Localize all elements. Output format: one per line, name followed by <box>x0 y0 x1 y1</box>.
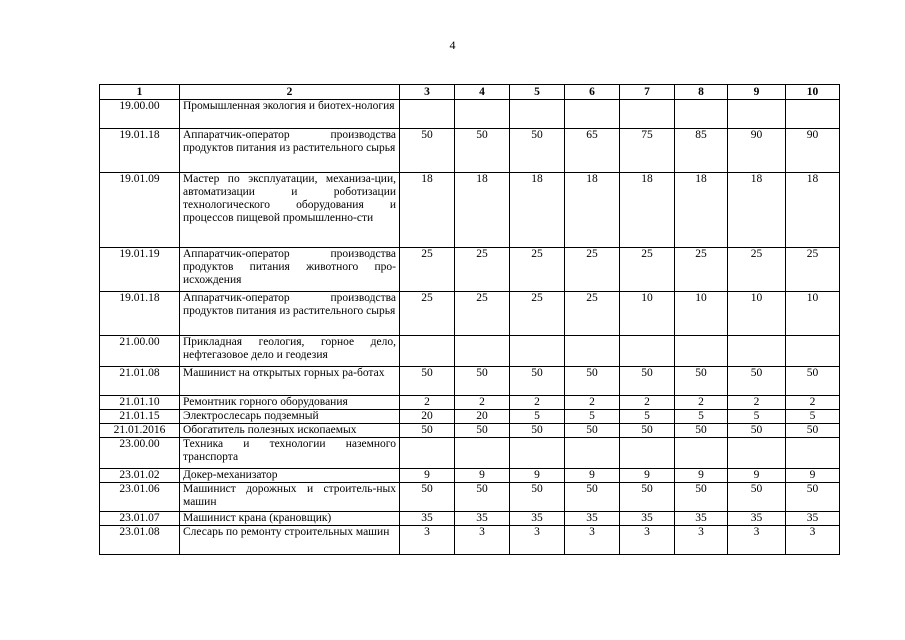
table-row <box>100 512 840 526</box>
row-value: 35 <box>510 512 565 526</box>
table-row <box>100 483 840 512</box>
row-value: 50 <box>675 483 728 512</box>
row-value: 90 <box>786 129 840 173</box>
row-value: 3 <box>455 526 510 555</box>
row-name: Машинист дорожных и строитель-ных машин <box>180 483 400 512</box>
row-value <box>620 438 675 469</box>
row-name: Машинист крана (крановщик) <box>180 512 400 526</box>
row-code: 23.00.00 <box>100 438 180 469</box>
row-value: 5 <box>565 410 620 424</box>
row-value: 9 <box>400 469 455 483</box>
row-value: 2 <box>728 396 786 410</box>
row-value: 65 <box>565 129 620 173</box>
row-value: 50 <box>510 129 565 173</box>
row-value: 50 <box>728 424 786 438</box>
row-value: 25 <box>620 248 675 292</box>
row-value <box>620 100 675 129</box>
row-value: 10 <box>728 292 786 336</box>
row-value <box>565 336 620 367</box>
row-value: 50 <box>565 367 620 396</box>
row-value: 18 <box>786 173 840 248</box>
row-value: 50 <box>675 424 728 438</box>
row-code: 19.01.09 <box>100 173 180 248</box>
row-name: Аппаратчик-оператор производства продуктов питания из растительного сырья <box>180 129 400 173</box>
row-value <box>786 336 840 367</box>
row-value: 3 <box>565 526 620 555</box>
row-value: 50 <box>510 424 565 438</box>
row-name: Промышленная экология и биотех-нология <box>180 100 400 129</box>
row-name: Слесарь по ремонту строительных машин <box>180 526 400 555</box>
row-value: 50 <box>400 367 455 396</box>
row-value: 50 <box>786 424 840 438</box>
row-value: 2 <box>400 396 455 410</box>
column-header: 4 <box>455 85 510 100</box>
row-value: 50 <box>400 424 455 438</box>
row-value <box>455 438 510 469</box>
row-value: 25 <box>400 292 455 336</box>
row-name: Аппаратчик-оператор производства продуктов питания из растительного сырья <box>180 292 400 336</box>
row-value: 35 <box>675 512 728 526</box>
row-value: 50 <box>565 483 620 512</box>
row-value: 35 <box>400 512 455 526</box>
row-value: 18 <box>455 173 510 248</box>
row-value: 2 <box>510 396 565 410</box>
row-value <box>728 100 786 129</box>
row-value: 35 <box>455 512 510 526</box>
row-value: 18 <box>565 173 620 248</box>
table-row <box>100 173 840 248</box>
column-header: 6 <box>565 85 620 100</box>
row-value: 85 <box>675 129 728 173</box>
column-header: 3 <box>400 85 455 100</box>
column-header: 9 <box>728 85 786 100</box>
row-value: 50 <box>786 367 840 396</box>
row-value: 2 <box>620 396 675 410</box>
row-name: Электрослесарь подземный <box>180 410 400 424</box>
row-value: 25 <box>728 248 786 292</box>
column-header: 10 <box>786 85 840 100</box>
row-value: 5 <box>728 410 786 424</box>
row-value <box>510 438 565 469</box>
row-name: Ремонтник горного оборудования <box>180 396 400 410</box>
row-code: 19.01.18 <box>100 292 180 336</box>
row-value: 3 <box>786 526 840 555</box>
header-row <box>100 85 840 100</box>
row-value <box>565 438 620 469</box>
row-code: 21.01.08 <box>100 367 180 396</box>
row-name: Обогатитель полезных ископаемых <box>180 424 400 438</box>
row-name: Прикладная геология, горное дело, нефтегазовое дело и геодезия <box>180 336 400 367</box>
row-value: 25 <box>786 248 840 292</box>
row-value: 50 <box>620 483 675 512</box>
data-table <box>99 84 840 555</box>
row-code: 21.01.15 <box>100 410 180 424</box>
row-name: Техника и технологии наземного транспорта <box>180 438 400 469</box>
row-value <box>510 100 565 129</box>
table-row <box>100 100 840 129</box>
row-name: Аппаратчик-оператор производства продуктов питания животного про-исхождения <box>180 248 400 292</box>
row-value <box>620 336 675 367</box>
table-row <box>100 526 840 555</box>
row-value: 20 <box>455 410 510 424</box>
row-value <box>400 100 455 129</box>
row-value: 50 <box>728 367 786 396</box>
column-header: 1 <box>100 85 180 100</box>
row-value: 50 <box>786 483 840 512</box>
row-name: Докер-механизатор <box>180 469 400 483</box>
row-value: 18 <box>620 173 675 248</box>
row-value: 3 <box>675 526 728 555</box>
row-value <box>455 336 510 367</box>
row-code: 21.01.10 <box>100 396 180 410</box>
row-value: 50 <box>620 424 675 438</box>
row-value: 18 <box>675 173 728 248</box>
column-header: 5 <box>510 85 565 100</box>
row-value <box>400 438 455 469</box>
row-value: 35 <box>786 512 840 526</box>
row-code: 23.01.06 <box>100 483 180 512</box>
table-body <box>100 100 840 555</box>
row-value: 9 <box>510 469 565 483</box>
row-value: 50 <box>455 483 510 512</box>
row-value <box>786 438 840 469</box>
row-value: 5 <box>675 410 728 424</box>
row-value <box>565 100 620 129</box>
row-value: 20 <box>400 410 455 424</box>
row-value: 2 <box>675 396 728 410</box>
row-value: 25 <box>455 248 510 292</box>
row-value: 3 <box>510 526 565 555</box>
column-header: 7 <box>620 85 675 100</box>
row-value: 10 <box>675 292 728 336</box>
row-value: 25 <box>675 248 728 292</box>
row-value: 10 <box>786 292 840 336</box>
row-value: 50 <box>400 129 455 173</box>
row-value: 3 <box>728 526 786 555</box>
row-code: 23.01.08 <box>100 526 180 555</box>
table-row <box>100 292 840 336</box>
row-code: 23.01.02 <box>100 469 180 483</box>
row-value <box>455 100 510 129</box>
table-row <box>100 410 840 424</box>
row-value: 2 <box>455 396 510 410</box>
row-value <box>675 438 728 469</box>
row-value: 25 <box>510 292 565 336</box>
row-value: 10 <box>620 292 675 336</box>
row-value: 50 <box>620 367 675 396</box>
row-code: 21.00.00 <box>100 336 180 367</box>
row-value: 5 <box>620 410 675 424</box>
row-value: 9 <box>786 469 840 483</box>
row-value: 9 <box>620 469 675 483</box>
row-code: 19.01.19 <box>100 248 180 292</box>
row-value: 50 <box>455 367 510 396</box>
row-value: 25 <box>510 248 565 292</box>
row-value <box>510 336 565 367</box>
row-value: 3 <box>620 526 675 555</box>
row-value: 50 <box>728 483 786 512</box>
row-value: 2 <box>786 396 840 410</box>
row-code: 23.01.07 <box>100 512 180 526</box>
row-value: 18 <box>510 173 565 248</box>
row-value: 90 <box>728 129 786 173</box>
row-code: 21.01.2016 <box>100 424 180 438</box>
row-value: 50 <box>565 424 620 438</box>
row-value: 50 <box>455 424 510 438</box>
row-value: 9 <box>728 469 786 483</box>
row-code: 19.00.00 <box>100 100 180 129</box>
row-value <box>675 336 728 367</box>
page-number: 4 <box>449 38 456 52</box>
table-row <box>100 367 840 396</box>
column-header: 2 <box>180 85 400 100</box>
row-value <box>400 336 455 367</box>
table-row <box>100 469 840 483</box>
row-code: 19.01.18 <box>100 129 180 173</box>
table-row <box>100 248 840 292</box>
row-value: 50 <box>400 483 455 512</box>
row-value: 18 <box>728 173 786 248</box>
row-value: 50 <box>510 367 565 396</box>
column-header: 8 <box>675 85 728 100</box>
row-value: 50 <box>675 367 728 396</box>
row-name: Мастер по эксплуатации, механиза-ции, автоматизации и роботизации технологического оборудования и процессов пищевой промышленно-сти <box>180 173 400 248</box>
row-value <box>728 438 786 469</box>
table-row <box>100 336 840 367</box>
row-value: 25 <box>455 292 510 336</box>
table-row <box>100 438 840 469</box>
row-value <box>728 336 786 367</box>
row-value: 25 <box>565 248 620 292</box>
row-value <box>786 100 840 129</box>
row-value <box>675 100 728 129</box>
row-value: 75 <box>620 129 675 173</box>
row-value: 9 <box>675 469 728 483</box>
row-value: 9 <box>455 469 510 483</box>
row-value: 25 <box>565 292 620 336</box>
row-value: 5 <box>786 410 840 424</box>
row-value: 3 <box>400 526 455 555</box>
row-value: 18 <box>400 173 455 248</box>
row-value: 50 <box>455 129 510 173</box>
table-row <box>100 396 840 410</box>
row-name: Машинист на открытых горных ра-ботах <box>180 367 400 396</box>
row-value: 35 <box>620 512 675 526</box>
row-value: 25 <box>400 248 455 292</box>
row-value: 9 <box>565 469 620 483</box>
table-row <box>100 424 840 438</box>
row-value: 5 <box>510 410 565 424</box>
table-row <box>100 129 840 173</box>
row-value: 35 <box>728 512 786 526</box>
row-value: 35 <box>565 512 620 526</box>
row-value: 2 <box>565 396 620 410</box>
row-value: 50 <box>510 483 565 512</box>
